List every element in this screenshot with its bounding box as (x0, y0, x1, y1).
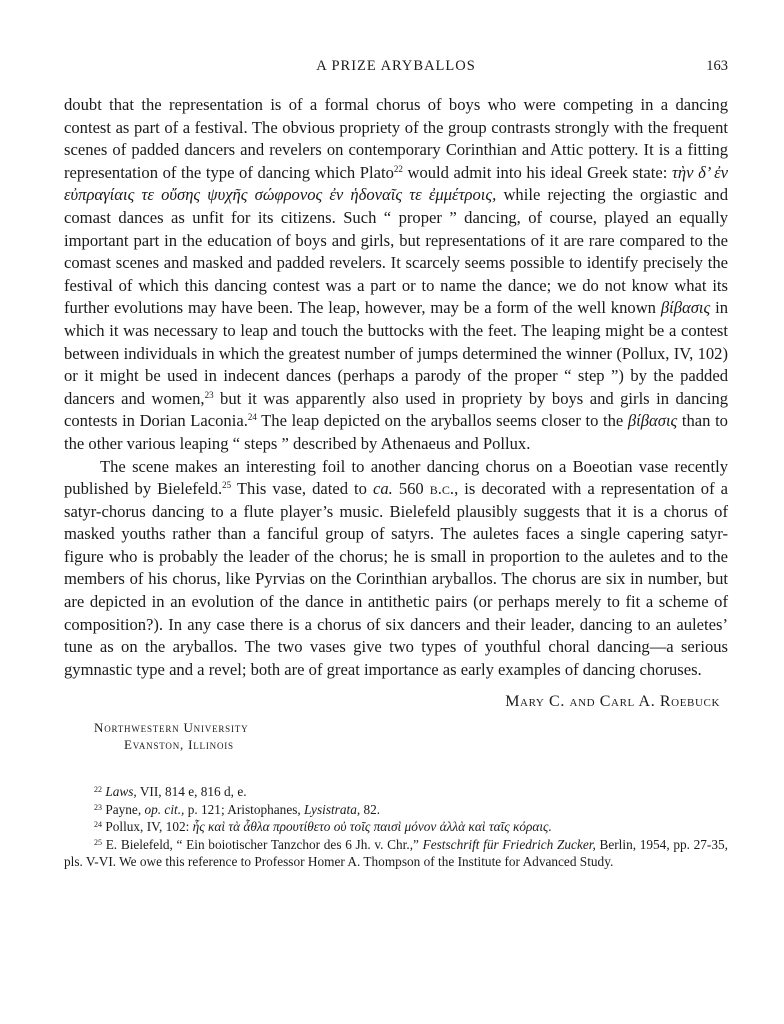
paragraph-1 (64, 94, 728, 456)
p1-text-4: in which it was necessary to leap and touch the buttocks with the feet. The leaping might be a contest between individuals in which the greatest number of jumps determined the winner (Pollux, IV, 102) or it might be used in indecent dances (perhaps a parody of the proper “ step ”) by the padded dancers and women, (64, 298, 728, 408)
footnote-23 (64, 801, 728, 818)
footnote-24 (64, 818, 728, 835)
footnote-greek-quotation: ἧς καὶ τὰ ἆθλα προυτίθετο οὐ τοῖς παισὶ μόνον ἀλλὰ καὶ ταῖς κόραις. (192, 819, 552, 835)
circa-abbrev: ca. (372, 479, 393, 499)
p1-text-7: than to the other various leaping “ steps ” described by Athenaeus and Pollux. (64, 411, 728, 453)
p2-text-1: The scene makes an interesting foil to another dancing chorus on a Boeotian vase recently published by Bielefeld. (64, 456, 728, 499)
greek-term-bibasis-2: βίβασις (627, 411, 678, 431)
footnote-text: p. 121; Aristophanes, (184, 801, 305, 817)
paragraph-2 (64, 456, 728, 682)
footnote-number: 24 (94, 820, 102, 830)
footnote-ref-25: 25 (222, 480, 232, 491)
article-body (64, 94, 728, 681)
footnote-number: 25 (94, 837, 102, 847)
p1-text-3: while rejecting the orgiastic and comast dances as unfit for its citizens. Such “ proper ” dancing, of course, played an equally important part in the education of boys and girls, but representations of it are rare compared to the comast scenes and masked and padded revelers. It scarcely seems possible to identify precisely the festival of which this dancing contest was a part or to name the dance; we do not know what its further evolutions may have been. The leap, however, may be a form of the well known (64, 185, 728, 318)
footnote-text: Payne, (105, 801, 145, 817)
p2-text-4: , is decorated with a representation of a satyr-chorus dancing to a flute player’s music. Bielefeld plausibly suggests that it is a chorus of masked youths rather than a fanciful group of satyrs. The auletes faces a single capering satyr-figure who is probably the leader of the chorus; he is small in proportion to the auletes and to the members of his chorus, like Pyrvias on the Corinthian aryballos. The chorus are six in number, but are depicted in an evolution of the dance in antithetic pairs (or perhaps merely to fit a scheme of composition?). In any case there is a chorus of six dancers and their leader, dancing to an auletes’ tune as on the aryballos. The two vases give two types of youthful choral dancing—a serious gymnastic type and a revel; both are of great importance as early examples of dancing choruses. (64, 479, 729, 679)
footnote-25 (64, 836, 728, 871)
footnote-number: 23 (94, 802, 102, 812)
footnote-work-title: Festschrift für Friedrich Zucker, (422, 836, 596, 852)
footnote-op-cit: op. cit., (144, 801, 185, 817)
footnote-22 (64, 783, 728, 800)
footnote-text: Pollux, IV, 102: (105, 819, 193, 835)
p2-text-3: 560 (392, 479, 430, 499)
p1-text-6: The leap depicted on the aryballos seems closer to the (256, 411, 628, 431)
footnote-text: Berlin, 1954, pp. 27-35, pls. V-VI. We owe this reference to Professor Homer A. Thompson of the Institute for Advanced Study. (64, 836, 728, 870)
p1-text-1: doubt that the representation is of a formal chorus of boys who were competing in a dancing contest as part of a festival. The obvious propriety of the group contrasts strongly with the frequent scenes of padded dancers and revelers on contemporary Corinthian and Attic pottery. It is a fitting representation of the type of dancing which Plato (64, 95, 728, 182)
author-signature: Mary C. and Carl A. Roebuck (505, 693, 720, 711)
footnotes (64, 783, 728, 870)
running-head (64, 58, 728, 82)
footnote-text: E. Bielefeld, “ Ein boiotischer Tanzchor des 6 Jh. v. Chr.,” (105, 836, 423, 852)
greek-term-bibasis: βίβασις (660, 298, 711, 318)
page (64, 58, 728, 870)
institution-city: Evanston, Illinois (124, 737, 234, 753)
footnote-work-title: Lysistrata, (304, 801, 361, 817)
footnote-text: VII, 814 e, 816 d, e. (136, 784, 247, 800)
footnote-ref-24: 24 (247, 412, 257, 423)
footnote-number: 22 (94, 785, 102, 795)
affiliation (94, 719, 728, 753)
footnote-work-title: Laws, (105, 784, 137, 800)
p1-text-5: but it was apparently also used in propriety by boys and girls in dancing contests in Dorian Laconia. (64, 388, 728, 431)
footnote-text: 82. (360, 801, 381, 817)
greek-quotation: τὴν δ’ ἐν εὐπραγίαις τε οὔσης ψυχῆς σώφρονος ἐν ἡδοναῖς τε ἐμμέτροις, (64, 162, 728, 205)
running-title: A PRIZE ARYBALLOS (316, 58, 476, 74)
footnote-ref-22: 22 (393, 163, 403, 174)
bc-abbrev: b.c. (429, 479, 455, 499)
page-number: 163 (706, 58, 728, 74)
p2-text-2: This vase, dated to (231, 479, 373, 499)
footnote-ref-23: 23 (204, 389, 214, 400)
p1-text-2: would admit into his ideal Greek state: (402, 162, 668, 182)
institution: Northwestern University (94, 720, 249, 736)
